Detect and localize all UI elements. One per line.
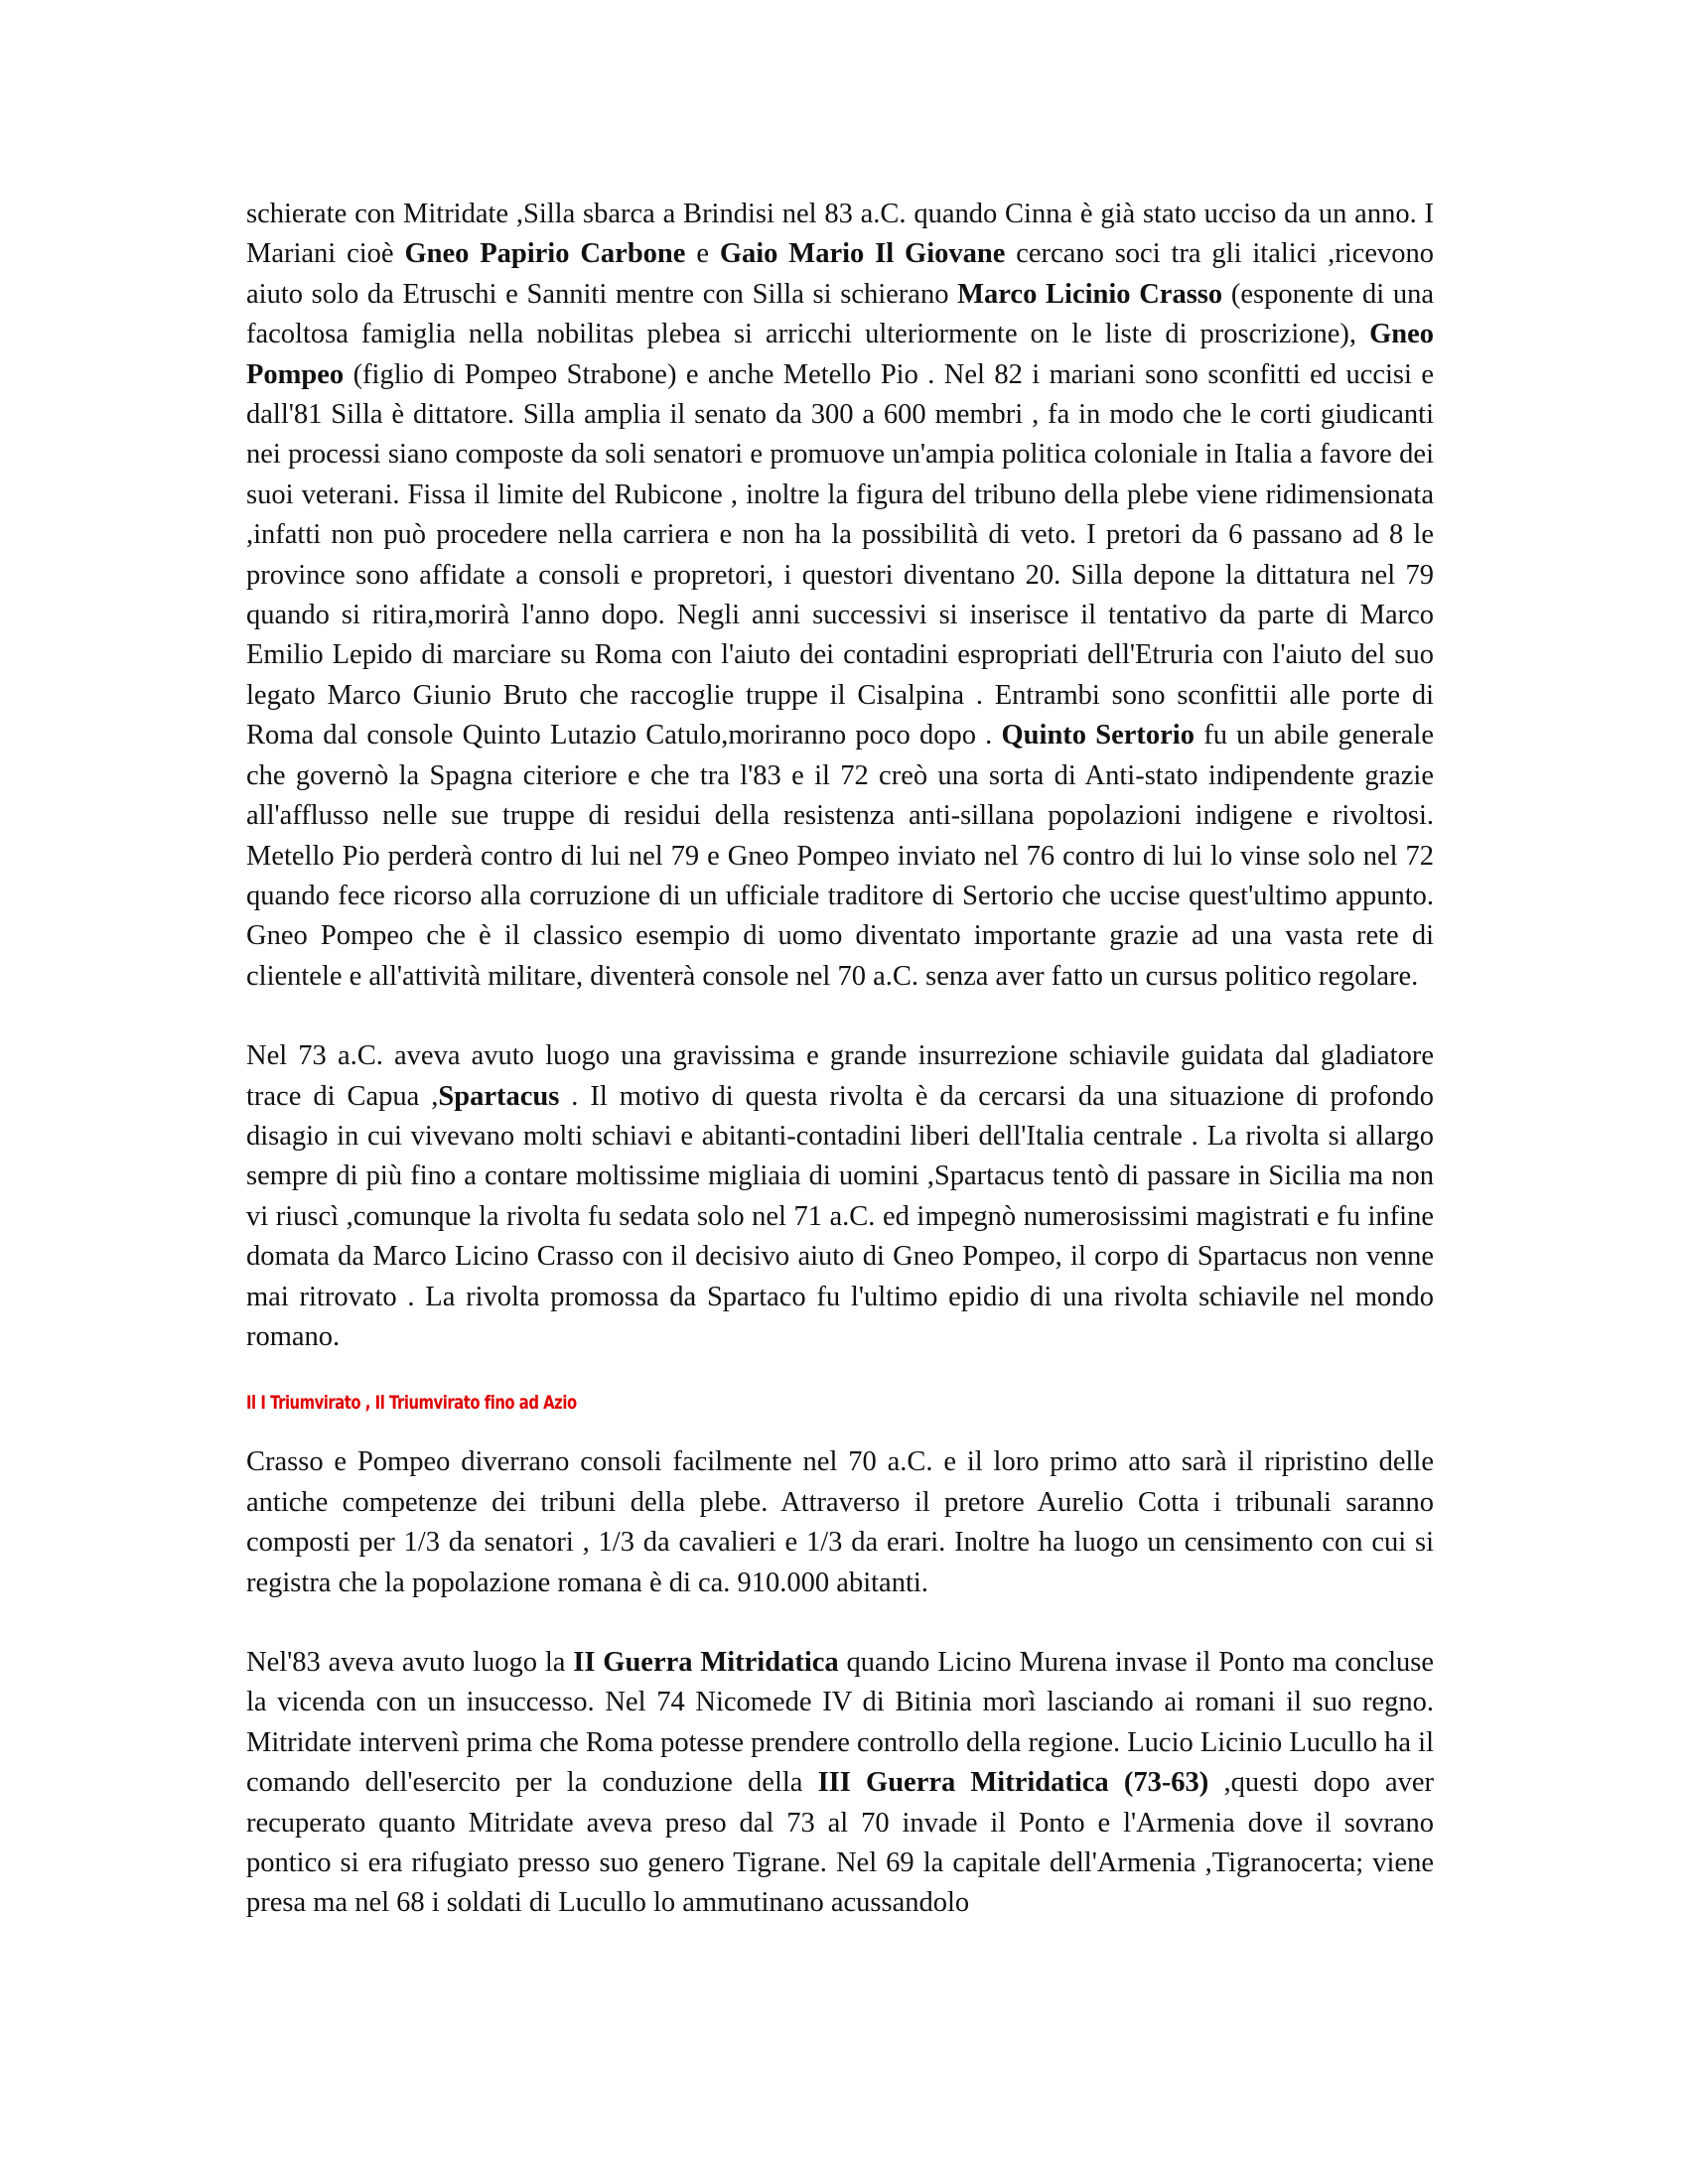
bold-name: Gneo Pompeo [246,319,1434,390]
section-heading: Il I Triumvirato , Il Triumvirato fino ad Azio [246,1392,577,1415]
paragraph-spartacus [246,1036,1434,1357]
text-run: quando Licino Murena invase il Ponto ma concluse la vicenda con un insuccesso. Nel 74 Nicomede IV di Bitinia morì lasciando ai romani il suo regno. Mitridate intervenì prima che Roma potesse prendere controllo della regione. Lucio Licinio Lucullo ha il comando dell'esercito per la conduzione della [246,1647,1434,1799]
bold-name: II Guerra Mitridatica [573,1647,839,1678]
text-run: cercano soci tra gli italici ,ricevono aiuto solo da Etruschi e Sanniti mentre con Silla si schierano [246,238,1434,310]
text-run: Nel 73 a.C. aveva avuto luogo una gravissima e grande insurrezione schiavile guidata dal gladiatore trace di Capua , [246,1040,1434,1112]
text-run: Nel'83 aveva avuto luogo la [246,1647,574,1678]
text-run: ,questi dopo aver recuperato quanto Mitridate aveva preso dal 73 al 70 invade il Ponto e l'Armenia dove il sovrano pontico si era rifugiato presso suo genero Tigrane. Nel 69 la capitale dell'Armenia ,Tigranocerta; viene presa ma nel 68 i soldati di Lucullo lo ammutinano acussandolo [246,1767,1435,1919]
paragraph-mitridatica [246,1643,1434,1924]
bold-name: Gneo Papirio Carbone [404,238,686,270]
text-run: (figlio di Pompeo Strabone) e anche Metello Pio . Nel 82 i mariani sono sconfitti ed uccisi e dall'81 Silla è dittatore. Silla amplia il senato da 300 a 600 membri , fa in modo che le corti giudicanti nei processi siano composte da soli senatori e promuove un'ampia politica coloniale in Italia a favore dei suoi veterani. Fissa il limite del Rubicone , inoltre la figura del tribuno della plebe viene ridimensionata ,infatti non può procedere nella carriera e non ha la possibilità di veto. I pretori da 6 passano ad 8 le province sono affidate a consoli e propretori, i questori diventano 20. Silla depone la dittatura nel 79 quando si ritira,morirà l'anno dopo. Negli anni successivi si inserisce il tentativo da parte di Marco Emilio Lepido di marciare su Roma con l'aiuto dei contadini espropriati dell'Etruria con l'aiuto del suo legato Marco Giunio Bruto che raccoglie truppe il Cisalpina . Entrambi sono sconfittii alle porte di Roma dal console Quinto Lutazio Catulo,moriranno poco dopo . [246,358,1434,751]
text-run: schierate con Mitridate ,Silla sbarca a Brindisi nel 83 a.C. quando Cinna è già stato ucciso da un anno. I Mariani cioè [246,199,1434,270]
text-run: (esponente di una facoltosa famiglia nella nobilitas plebea si arricchi ulteriormente on le liste di proscrizione), [246,278,1434,350]
text-run: . Il motivo di questa rivolta è da cercarsi da una situazione di profondo disagio in cui vivevano molti schiavi e abitanti-contadini liberi dell'Italia centrale . La rivolta si allargo sempre di più fino a contare moltissime migliaia di uomini ,Spartacus tentò di passare in Sicilia ma non vi riuscì ,comunque la rivolta fu sedata solo nel 71 a.C. ed impegnò numerosissimi magistrati e fu infine domata da Marco Licino Crasso con il decisivo aiuto di Gneo Pompeo, il corpo di Spartacus non venne mai ritrovato . La rivolta promossa da Spartaco fu l'ultimo epidio di una rivolta schiavile nel mondo romano. [246,1080,1434,1352]
bold-name: Spartacus [438,1080,560,1112]
bold-name: III Guerra Mitridatica (73-63) [817,1767,1209,1799]
text-run: Crasso e Pompeo diverrano consoli facilmente nel 70 a.C. e il loro primo atto sarà il ripristino delle antiche competenze dei tribuni della plebe. Attraverso il pretore Aurelio Cotta i tribunali saranno composti per 1/3 da senatori , 1/3 da cavalieri e 1/3 da erari. Inoltre ha luogo un censimento con cui si registra che la popolazione romana è di ca. 910.000 abitanti. [246,1446,1434,1598]
bold-name: Gaio Mario Il Giovane [719,238,1006,270]
bold-name: Quinto Sertorio [1001,720,1195,751]
paragraph-silla [246,195,1434,997]
text-run: fu un abile generale che governò la Spagna citeriore e che tra l'83 e il 72 creò una sorta di Anti-stato indipendente grazie all'afflusso nelle sue truppe di residui della resistenza anti-sillana popolazioni indigene e rivoltosi. Metello Pio perderà contro di lui nel 79 e Gneo Pompeo inviato nel 76 contro di lui lo vinse solo nel 72 quando fece ricorso alla corruzione di un ufficiale traditore di Sertorio che uccise quest'ultimo appunto. Gneo Pompeo che è il classico esempio di uomo diventato importante grazie ad una vasta rete di clientele e all'attività militare, diventerà console nel 70 a.C. senza aver fatto un cursus politico regolare. [246,720,1434,992]
paragraph-consoli [246,1442,1434,1603]
document-body [246,195,1434,1924]
text-run: e [685,238,720,270]
bold-name: Marco Licinio Crasso [957,278,1223,310]
